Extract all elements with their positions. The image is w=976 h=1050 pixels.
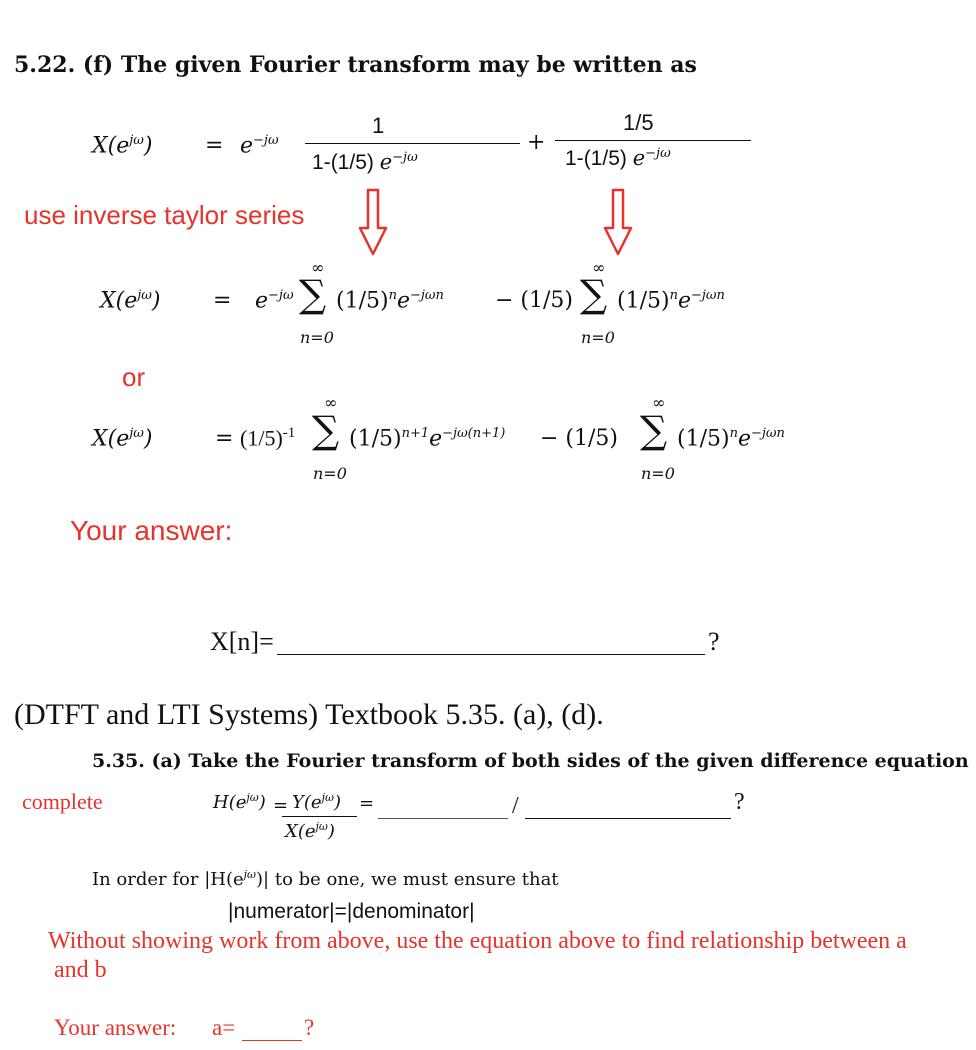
eq3-equals: = [215, 426, 234, 451]
h-equals-2: = [359, 793, 375, 814]
eq1-frac1-numerator: 1 [372, 113, 385, 138]
eq1-frac2-numerator: 1/5 [623, 110, 654, 135]
eq2-equals: = [213, 288, 232, 313]
eq3-lhs: $X(e^{j\omega})$ [92, 426, 153, 452]
eq2-minus-term: − (1/5) [495, 288, 573, 313]
your-answer-label-2: Your answer: [54, 1015, 177, 1040]
h-equals: = [273, 795, 289, 816]
y-numerator: $Y(e^{j\omega})$ [292, 791, 341, 813]
eq2-sum1-term: $(1/5)^ne^{-j\omega n}$ [336, 288, 444, 314]
x-denominator: $X(e^{j\omega})$ [285, 820, 335, 842]
eq1-factor: $e^{-j\omega}$ [240, 133, 279, 159]
eq3-sum1-lower: n=0 [313, 464, 347, 483]
eq2-sum2-upper: ∞ [592, 258, 606, 277]
condition-equation: |numerator|=|denominator| [228, 900, 475, 923]
eq2-sum1-upper: ∞ [311, 258, 325, 277]
eq1-lhs: $X(e^{j\omega})$ [92, 133, 153, 159]
eq3-sum2-upper: ∞ [652, 393, 666, 412]
sigma-icon: ∑ [299, 272, 327, 316]
eq1-frac1-denominator: 1-(1/5) $e^{-j\omega}$ [312, 150, 418, 174]
eq1-frac2-denominator: 1-(1/5) $e^{-j\omega}$ [565, 146, 671, 170]
problem-5-35-statement: 5.35. (a) Take the Fourier transform of both sides of the given difference equation [92, 750, 969, 772]
sigma-icon: ∑ [640, 408, 668, 452]
problem-5-22-heading: 5.22. (f) The given Fourier transform may be written as [14, 52, 697, 78]
eq2-factor: $e^{-j\omega}$ [255, 288, 294, 314]
answer-prefix-xn: X[n]= [210, 627, 274, 656]
sigma-icon: ∑ [580, 272, 608, 316]
down-arrow-icon [358, 188, 388, 258]
or-label: or [122, 362, 146, 392]
instruction-text-line2: and b [54, 957, 107, 983]
h-lhs: $H(e^{j\omega})$ [213, 791, 266, 813]
eq2-sum2-lower: n=0 [581, 328, 615, 347]
down-arrow-icon [603, 188, 633, 258]
eq1-equals: = [205, 133, 224, 158]
eq1-plus: + [527, 130, 546, 155]
sigma-icon: ∑ [312, 408, 340, 452]
condition-text: In order for $|H(e^{j\omega})|$ to be one, we must ensure that [92, 868, 559, 890]
eq3-prefactor: $(1/5)^{-1}$ [240, 425, 296, 451]
hint-text: use inverse taylor series [24, 200, 305, 230]
slash-symbol: / [512, 793, 519, 819]
answer-suffix-h: ? [734, 789, 745, 815]
denominator-answer-line[interactable] [525, 818, 731, 819]
eq3-sum2-lower: n=0 [641, 464, 675, 483]
eq3-sum1-term: $(1/5)^{n+1}e^{-j\omega(n+1)}$ [349, 426, 506, 452]
eq3-sum2-term: $(1/5)^ne^{-j\omega n}$ [677, 426, 785, 452]
eq1-frac2-bar [555, 140, 751, 141]
eq2-lhs: $X(e^{j\omega})$ [100, 288, 161, 314]
section-title: (DTFT and LTI Systems) Textbook 5.35. (a), (d). [14, 698, 604, 731]
your-answer-label: Your answer: [70, 515, 233, 546]
instruction-text: Without showing work from above, use the equation above to find relationship between a [48, 928, 907, 954]
answer-prefix-a: a= [212, 1015, 236, 1040]
eq1-frac1-bar [305, 143, 520, 144]
eq2-sum2-term: $(1/5)^ne^{-j\omega n}$ [617, 288, 725, 314]
eq2-sum1-lower: n=0 [300, 328, 334, 347]
answer-line-a[interactable] [242, 1040, 302, 1041]
complete-label: complete [22, 789, 103, 814]
numerator-answer-line[interactable] [378, 818, 508, 819]
h-fraction-bar [282, 816, 357, 817]
eq3-sum1-upper: ∞ [324, 393, 338, 412]
answer-line-xn[interactable] [277, 654, 705, 655]
eq3-minus-term: − (1/5) [540, 426, 618, 451]
answer-suffix-xn: ? [708, 627, 720, 656]
answer-suffix-a: ? [304, 1015, 315, 1040]
